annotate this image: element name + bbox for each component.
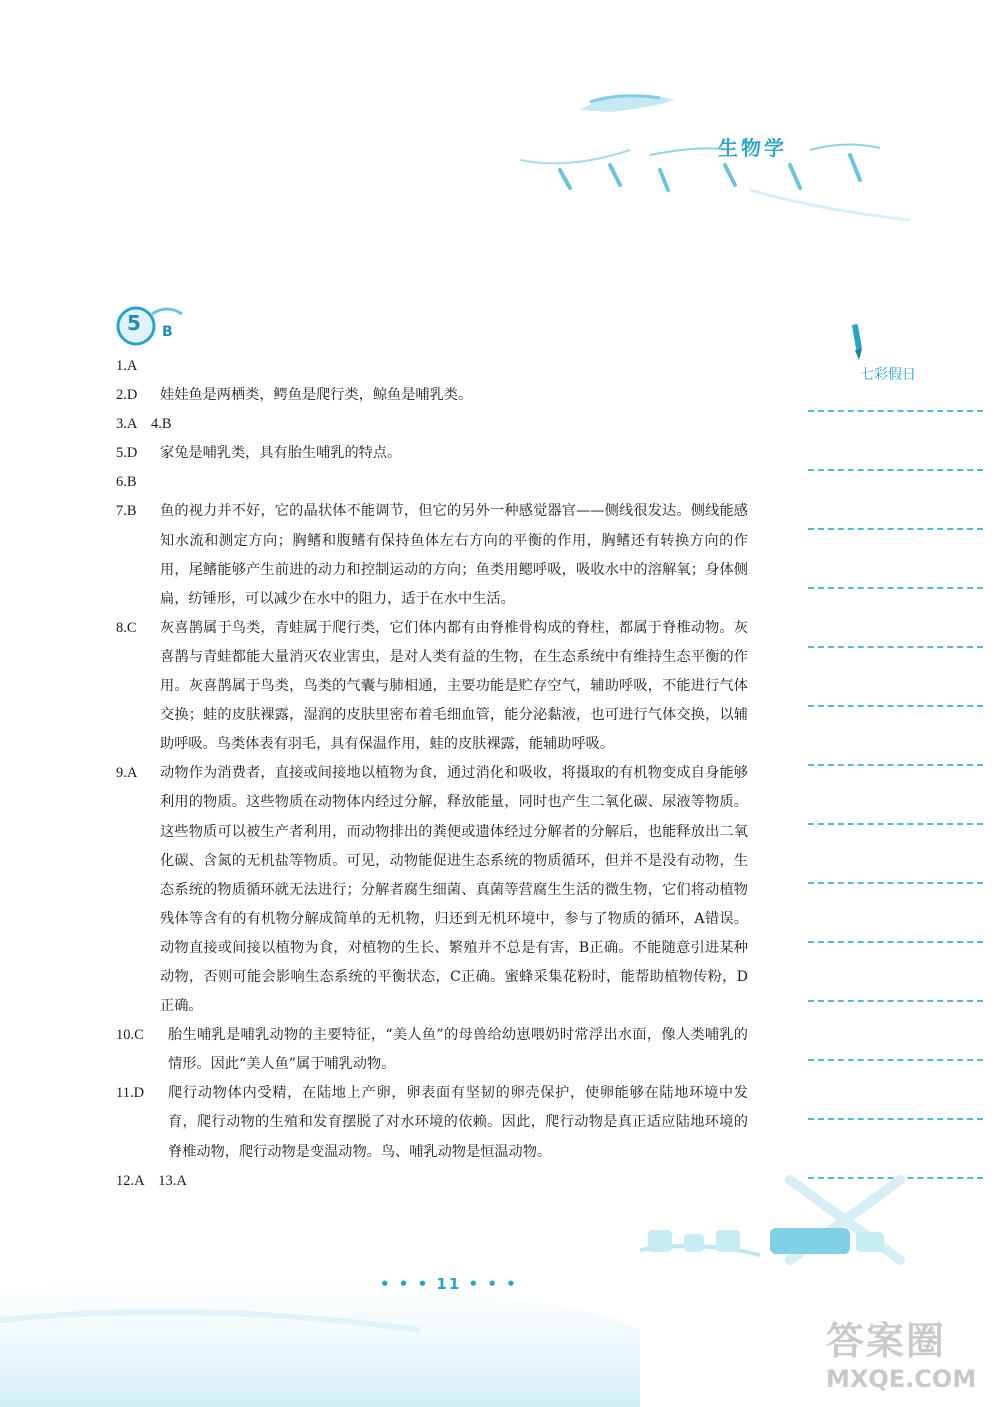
answer-number: 6.B [116, 474, 137, 491]
answer-explanation: 爬行动物体内受精，在陆地上产卵，卵表面有坚韧的卵壳保护，使卵能够在陆地环境中发育，爬行动物的生殖和发育摆脱了对水环境的依赖。因此，爬行动物是真正适应陆地环境的脊椎动物，爬行动物是变温动物。鸟、哺乳动物是恒温动物。 [168, 1085, 748, 1160]
answer-item [116, 1079, 748, 1166]
note-line [808, 705, 983, 707]
answer-explanation: 灰喜鹊属于鸟类，青蛙属于爬行类，它们体内都有由脊椎骨构成的脊柱，都属于脊椎动物。灰喜鹊与青蛙都能大量消灭农业害虫，是对人类有益的生物，在生态系统中有维持生态平衡的作用。灰喜鹊属于鸟类，鸟类的气囊与肺相通，主要功能是贮存空气，辅助呼吸，不能进行气体交换；蛙的皮肤裸露，湿润的皮肤里密布着毛细血管，能分泌黏液，也可进行气体交换，以辅助呼吸。鸟类体表有羽毛，具有保温作用，蛙的皮肤裸露，能辅助呼吸。 [160, 619, 748, 753]
answer-list [116, 352, 748, 1196]
answer-item [116, 352, 748, 381]
answer-explanation: 家兔是哺乳类，具有胎生哺乳的特点。 [160, 445, 402, 462]
answer-item [116, 410, 748, 439]
note-line [808, 469, 983, 471]
answer-explanation: 胎生哺乳是哺乳动物的主要特征，“美人鱼”的母兽给幼崽喂奶时常浮出水面，像人类哺乳的情形。因此“美人鱼”属于哺乳动物。 [168, 1027, 748, 1073]
answer-number: 9.A [116, 765, 138, 782]
answer-number: 10.C [116, 1027, 144, 1044]
section-letter: B [162, 324, 173, 340]
note-line [808, 1118, 983, 1120]
note-line [808, 1000, 983, 1002]
header-decoration [500, 70, 920, 230]
sidebar-label: 七彩假日 [860, 367, 916, 383]
answer-number: 11.D [116, 1085, 145, 1102]
section-number: 5 [127, 311, 141, 335]
answer-explanation: 动物作为消费者，直接或间接地以植物为食，通过消化和吸收，将摄取的有机物变成自身能够利用的物质。这些物质在动物体内经过分解，释放能量，同时也产生二氧化碳、尿液等物质。这些物质可以被生产者利用，而动物排出的粪便或遗体经过分解者的分解后，也能释放出二氧化碳、含氮的无机盐等物质。可见，动物能促进生态系统的物质循环，但并不是没有动物，生态系统的物质循环就无法进行；分解者腐生细菌、真菌等营腐生生活的微生物，它们将动植物残体等含有的有机物分解成简单的无机物，归还到无机环境中，参与了物质的循环，A错误。动物直接或间接以植物为食，对植物的生长、繁殖并不总是有害，B正确。不能随意引进某种动物，否则可能会影响生态系统的平衡状态，C正确。蜜蜂采集花粉时，能帮助植物传粉，D正确。 [160, 765, 748, 1015]
answer-explanation: 娃娃鱼是两栖类，鳄鱼是爬行类，鲸鱼是哺乳类。 [160, 387, 473, 404]
note-line [808, 410, 983, 412]
answer-number: 8.C [116, 619, 137, 636]
note-line [808, 528, 983, 530]
answer-number: 12.A 13.A [116, 1172, 187, 1189]
answer-number: 5.D [116, 445, 138, 462]
watermark-text: 答案圈 [826, 1319, 947, 1363]
answer-item [116, 439, 748, 468]
answer-number: 1.A [116, 358, 138, 374]
subject-title: 生物学 [718, 136, 787, 160]
answer-number: 2.D [116, 387, 138, 404]
page-number: • • • 11 • • • [380, 1275, 518, 1293]
answer-item [116, 759, 748, 1021]
answer-item [116, 497, 748, 613]
note-line [808, 1059, 983, 1061]
answer-number: 3.A 4.B [116, 416, 172, 433]
answer-item [116, 381, 748, 410]
note-line [808, 587, 983, 589]
answer-item [116, 1021, 748, 1079]
note-line [808, 941, 983, 943]
note-line [808, 764, 983, 766]
note-line [808, 882, 983, 884]
note-line [808, 823, 983, 825]
note-line [808, 646, 983, 648]
watermark-url: MXQE.COM [826, 1365, 977, 1393]
section-badge-icon [112, 300, 192, 350]
answer-item [116, 614, 748, 759]
answer-number: 7.B [116, 503, 137, 520]
answer-explanation: 鱼的视力并不好，它的晶状体不能调节，但它的另外一种感觉器官——侧线很发达。侧线能感知水流和测定方向；胸鳍和腹鳍有保持鱼体左右方向的平衡的作用，胸鳍还有转换方向的作用，尾鳍能够产生前进的动力和控制运动的方向；鱼类用鳃呼吸，吸收水中的溶解氧；身体侧扁，纺锤形，可以减少在水中的阻力，适于在水中生活。 [160, 503, 748, 607]
answer-item [116, 468, 748, 497]
pen-icon [846, 322, 870, 362]
